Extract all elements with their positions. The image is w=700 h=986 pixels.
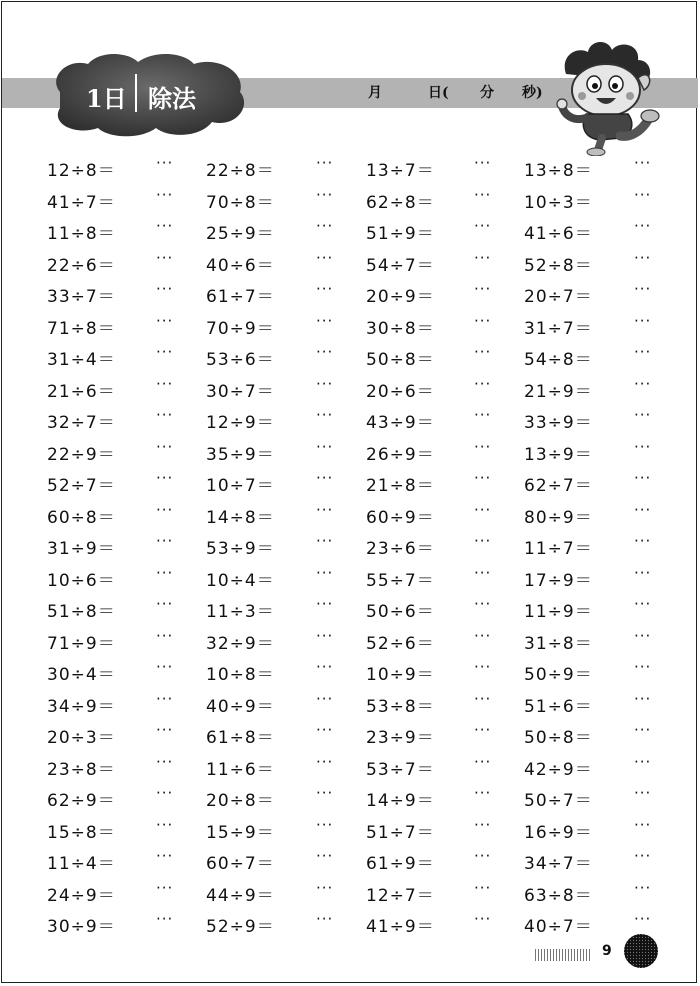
remainder-symbol: ··· [156, 248, 174, 267]
remainder-symbol: ··· [634, 374, 652, 393]
remainder-symbol: ··· [316, 626, 334, 645]
division-problem: 30÷7＝ [206, 381, 275, 402]
mascot-illustration [550, 38, 662, 156]
remainder-symbol: ··· [474, 437, 492, 456]
remainder-symbol: ··· [634, 280, 652, 298]
division-problem: 15÷9＝ [206, 822, 275, 843]
division-problem: 33÷9＝ [524, 413, 593, 433]
remainder-symbol: ··· [156, 815, 174, 834]
remainder-symbol: ··· [474, 154, 492, 172]
problem-row [2, 627, 698, 655]
division-problem: 70÷8＝ [206, 192, 275, 213]
problem-row [2, 784, 698, 812]
problem-row [2, 375, 698, 403]
remainder-symbol: ··· [474, 469, 492, 487]
division-problem: 13÷9＝ [524, 444, 593, 465]
remainder-symbol: ··· [634, 406, 652, 424]
remainder-symbol: ··· [156, 563, 174, 582]
remainder-symbol: ··· [634, 878, 652, 897]
division-problem: 21÷8＝ [366, 476, 435, 496]
division-problem: 12÷7＝ [366, 885, 435, 906]
remainder-symbol: ··· [474, 406, 492, 424]
second-field-label: 秒) [522, 85, 543, 101]
division-problem: 70÷9＝ [206, 318, 275, 339]
division-problem: 11÷6＝ [206, 759, 275, 780]
remainder-symbol: ··· [156, 752, 174, 771]
remainder-symbol: ··· [474, 721, 492, 739]
remainder-symbol: ··· [474, 658, 492, 676]
division-problem: 20÷7＝ [524, 287, 593, 307]
remainder-symbol: ··· [156, 784, 174, 802]
problem-row [2, 753, 698, 781]
division-problem: 80÷9＝ [524, 507, 593, 528]
division-problem: 25÷9＝ [206, 224, 275, 244]
month-field-label: 月 [368, 85, 382, 101]
division-problem: 20÷3＝ [47, 728, 116, 748]
division-problem: 23÷6＝ [366, 539, 435, 559]
remainder-symbol: ··· [634, 847, 652, 865]
division-problem: 11÷3＝ [206, 602, 275, 622]
division-problem: 43÷9＝ [366, 413, 435, 433]
remainder-symbol: ··· [474, 910, 492, 928]
division-problem: 60÷8＝ [47, 507, 116, 528]
remainder-symbol: ··· [156, 878, 174, 897]
division-problem: 50÷7＝ [524, 791, 593, 811]
division-problem: 21÷9＝ [524, 381, 593, 402]
division-problem: 13÷8＝ [524, 161, 593, 181]
division-problem: 31÷9＝ [47, 539, 116, 559]
problem-row [2, 249, 698, 277]
division-problem: 50÷6＝ [366, 602, 435, 622]
division-problem: 41÷7＝ [47, 192, 116, 213]
division-problem: 60÷7＝ [206, 854, 275, 874]
division-problem: 10÷4＝ [206, 570, 275, 591]
problem-row [2, 186, 698, 214]
division-problem: 44÷9＝ [206, 885, 275, 906]
division-problem: 31÷4＝ [47, 350, 116, 370]
division-problem: 10÷9＝ [366, 665, 435, 685]
problem-row [2, 847, 698, 875]
division-problem: 10÷3＝ [524, 192, 593, 213]
division-problem: 54÷8＝ [524, 350, 593, 370]
remainder-symbol: ··· [634, 784, 652, 802]
remainder-symbol: ··· [156, 437, 174, 456]
problem-row [2, 343, 698, 371]
problem-row [2, 406, 698, 434]
division-problem: 71÷8＝ [47, 318, 116, 339]
division-problem: 51÷9＝ [366, 224, 435, 244]
division-problem: 62÷7＝ [524, 476, 593, 496]
division-problem: 11÷9＝ [524, 602, 593, 622]
division-problem: 53÷7＝ [366, 759, 435, 780]
division-problem: 30÷9＝ [47, 917, 116, 937]
remainder-symbol: ··· [156, 311, 174, 330]
problem-row [2, 690, 698, 718]
division-problem: 11÷8＝ [47, 224, 116, 244]
title-divider [135, 74, 137, 112]
division-problem: 53÷8＝ [366, 696, 435, 717]
remainder-symbol: ··· [474, 500, 492, 519]
division-problem: 20÷9＝ [366, 287, 435, 307]
remainder-symbol: ··· [634, 752, 652, 771]
division-problem: 41÷6＝ [524, 224, 593, 244]
division-problem: 42÷9＝ [524, 759, 593, 780]
remainder-symbol: ··· [316, 910, 334, 928]
remainder-symbol: ··· [474, 343, 492, 361]
division-problem: 51÷7＝ [366, 822, 435, 843]
remainder-symbol: ··· [474, 217, 492, 235]
division-problem: 61÷8＝ [206, 728, 275, 748]
division-problem: 20÷6＝ [366, 381, 435, 402]
division-problem: 61÷7＝ [206, 287, 275, 307]
remainder-symbol: ··· [316, 469, 334, 487]
remainder-symbol: ··· [634, 595, 652, 613]
remainder-symbol: ··· [316, 343, 334, 361]
division-problem: 32÷9＝ [206, 633, 275, 654]
division-problem: 31÷8＝ [524, 633, 593, 654]
remainder-symbol: ··· [316, 658, 334, 676]
remainder-symbol: ··· [474, 374, 492, 393]
division-problem: 14÷9＝ [366, 791, 435, 811]
division-problem: 54÷7＝ [366, 255, 435, 276]
remainder-symbol: ··· [474, 185, 492, 204]
topic-label: 除法 [148, 84, 196, 113]
remainder-symbol: ··· [316, 752, 334, 771]
remainder-symbol: ··· [156, 185, 174, 204]
remainder-symbol: ··· [156, 154, 174, 172]
division-problem: 62÷9＝ [47, 791, 116, 811]
remainder-symbol: ··· [316, 217, 334, 235]
problem-row [2, 564, 698, 592]
remainder-symbol: ··· [474, 311, 492, 330]
remainder-symbol: ··· [316, 248, 334, 267]
remainder-symbol: ··· [156, 689, 174, 708]
remainder-symbol: ··· [316, 185, 334, 204]
division-problem: 10÷8＝ [206, 665, 275, 685]
day-label: 1日 [86, 84, 127, 113]
remainder-symbol: ··· [316, 406, 334, 424]
division-problem: 17÷9＝ [524, 570, 593, 591]
division-problem: 15÷8＝ [47, 822, 116, 843]
problem-row [2, 658, 698, 686]
remainder-symbol: ··· [156, 374, 174, 393]
problem-row [2, 312, 698, 340]
remainder-symbol: ··· [316, 437, 334, 456]
remainder-symbol: ··· [634, 437, 652, 456]
problem-row [2, 879, 698, 907]
problem-row [2, 217, 698, 245]
remainder-symbol: ··· [316, 532, 334, 550]
remainder-symbol: ··· [156, 343, 174, 361]
remainder-symbol: ··· [634, 532, 652, 550]
remainder-symbol: ··· [634, 689, 652, 708]
division-problem: 50÷8＝ [524, 728, 593, 748]
remainder-symbol: ··· [316, 815, 334, 834]
remainder-symbol: ··· [474, 752, 492, 771]
remainder-symbol: ··· [474, 563, 492, 582]
division-problem: 52÷8＝ [524, 255, 593, 276]
remainder-symbol: ··· [316, 721, 334, 739]
problem-row [2, 595, 698, 623]
division-problem: 30÷8＝ [366, 318, 435, 339]
remainder-symbol: ··· [316, 784, 334, 802]
remainder-symbol: ··· [474, 847, 492, 865]
remainder-symbol: ··· [634, 343, 652, 361]
division-problem: 34÷9＝ [47, 696, 116, 717]
division-problem: 40÷7＝ [524, 917, 593, 937]
division-problem: 52÷6＝ [366, 633, 435, 654]
division-problem: 50÷8＝ [366, 350, 435, 370]
division-problem: 10÷7＝ [206, 476, 275, 496]
remainder-symbol: ··· [156, 595, 174, 613]
remainder-symbol: ··· [316, 595, 334, 613]
remainder-symbol: ··· [634, 248, 652, 267]
division-problem: 40÷9＝ [206, 696, 275, 717]
remainder-symbol: ··· [634, 469, 652, 487]
remainder-symbol: ··· [634, 217, 652, 235]
division-problem: 61÷9＝ [366, 854, 435, 874]
problem-row [2, 721, 698, 749]
remainder-symbol: ··· [156, 847, 174, 865]
division-problem: 23÷9＝ [366, 728, 435, 748]
page-dot-decoration [623, 933, 659, 969]
remainder-symbol: ··· [156, 217, 174, 235]
remainder-symbol: ··· [634, 185, 652, 204]
division-problem: 12÷9＝ [206, 413, 275, 433]
remainder-symbol: ··· [634, 154, 652, 172]
division-problem: 13÷7＝ [366, 161, 435, 181]
remainder-symbol: ··· [156, 500, 174, 519]
division-problem: 53÷6＝ [206, 350, 275, 370]
division-problem: 26÷9＝ [366, 444, 435, 465]
problem-row [2, 154, 698, 182]
remainder-symbol: ··· [316, 878, 334, 897]
division-problem: 31÷7＝ [524, 318, 593, 339]
division-problem: 34÷7＝ [524, 854, 593, 874]
division-problem: 52÷9＝ [206, 917, 275, 937]
remainder-symbol: ··· [316, 154, 334, 172]
remainder-symbol: ··· [316, 847, 334, 865]
problem-row [2, 438, 698, 466]
division-problem: 16÷9＝ [524, 822, 593, 843]
day-field-label: 日( [428, 85, 449, 101]
division-problem: 51÷8＝ [47, 602, 116, 622]
footer-decoration [535, 949, 591, 961]
remainder-symbol: ··· [474, 784, 492, 802]
minute-field-label: 分 [480, 85, 494, 101]
division-problem: 60÷9＝ [366, 507, 435, 528]
problem-row [2, 816, 698, 844]
division-problem: 71÷9＝ [47, 633, 116, 654]
division-problem: 52÷7＝ [47, 476, 116, 496]
division-problem: 24÷9＝ [47, 885, 116, 906]
remainder-symbol: ··· [156, 721, 174, 739]
division-problem: 21÷6＝ [47, 381, 116, 402]
division-problem: 22÷6＝ [47, 255, 116, 276]
remainder-symbol: ··· [156, 532, 174, 550]
division-problem: 11÷7＝ [524, 539, 593, 559]
remainder-symbol: ··· [634, 658, 652, 676]
remainder-symbol: ··· [156, 469, 174, 487]
remainder-symbol: ··· [474, 878, 492, 897]
remainder-symbol: ··· [634, 563, 652, 582]
division-problem: 23÷8＝ [47, 759, 116, 780]
division-problem: 32÷7＝ [47, 413, 116, 433]
division-problem: 30÷4＝ [47, 665, 116, 685]
division-problem: 20÷8＝ [206, 791, 275, 811]
remainder-symbol: ··· [156, 626, 174, 645]
problem-row [2, 910, 698, 938]
remainder-symbol: ··· [316, 689, 334, 708]
remainder-symbol: ··· [634, 815, 652, 834]
division-problem: 40÷6＝ [206, 255, 275, 276]
remainder-symbol: ··· [634, 500, 652, 519]
problem-row [2, 469, 698, 497]
remainder-symbol: ··· [156, 910, 174, 928]
division-problem: 35÷9＝ [206, 444, 275, 465]
problem-row [2, 532, 698, 560]
remainder-symbol: ··· [316, 280, 334, 298]
problem-row [2, 501, 698, 529]
remainder-symbol: ··· [156, 280, 174, 298]
remainder-symbol: ··· [316, 374, 334, 393]
remainder-symbol: ··· [316, 311, 334, 330]
remainder-symbol: ··· [474, 815, 492, 834]
remainder-symbol: ··· [474, 626, 492, 645]
division-problem: 14÷8＝ [206, 507, 275, 528]
page-number: 9 [602, 943, 612, 959]
division-problem: 41÷9＝ [366, 917, 435, 937]
remainder-symbol: ··· [634, 626, 652, 645]
worksheet-page [1, 1, 697, 983]
division-problem: 53÷9＝ [206, 539, 275, 559]
problem-row [2, 280, 698, 308]
remainder-symbol: ··· [316, 563, 334, 582]
division-problem: 22÷8＝ [206, 161, 275, 181]
remainder-symbol: ··· [156, 406, 174, 424]
division-problem: 51÷6＝ [524, 696, 593, 717]
remainder-symbol: ··· [634, 721, 652, 739]
division-problem: 10÷6＝ [47, 570, 116, 591]
remainder-symbol: ··· [474, 595, 492, 613]
remainder-symbol: ··· [474, 248, 492, 267]
division-problem: 22÷9＝ [47, 444, 116, 465]
division-problem: 50÷9＝ [524, 665, 593, 685]
title-cloud-shape [42, 48, 252, 140]
remainder-symbol: ··· [316, 500, 334, 519]
division-problem: 55÷7＝ [366, 570, 435, 591]
remainder-symbol: ··· [634, 910, 652, 928]
remainder-symbol: ··· [474, 280, 492, 298]
division-problem: 62÷8＝ [366, 192, 435, 213]
remainder-symbol: ··· [474, 689, 492, 708]
division-problem: 12÷8＝ [47, 161, 116, 181]
division-problem: 33÷7＝ [47, 287, 116, 307]
division-problem: 11÷4＝ [47, 854, 116, 874]
division-problem: 63÷8＝ [524, 885, 593, 906]
remainder-symbol: ··· [634, 311, 652, 330]
remainder-symbol: ··· [156, 658, 174, 676]
remainder-symbol: ··· [474, 532, 492, 550]
